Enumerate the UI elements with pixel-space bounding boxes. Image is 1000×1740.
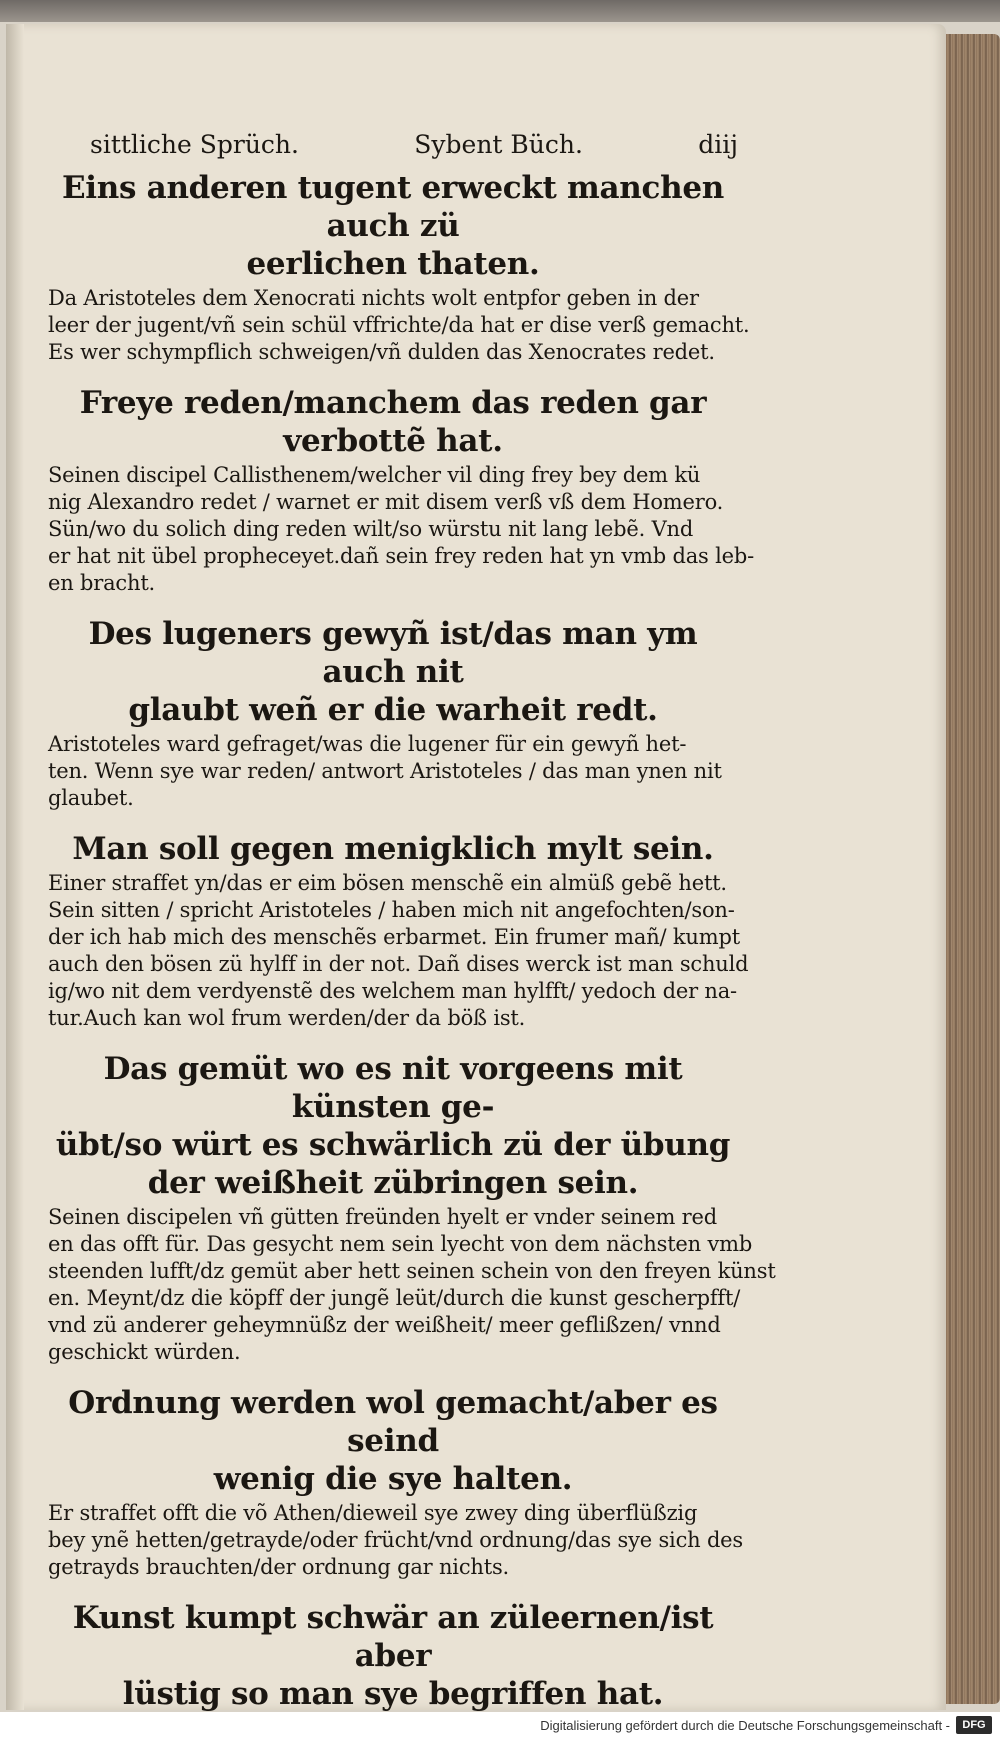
body-line: glaubet. [48,786,134,810]
body-line: Seinen discipelen vñ gütten freünden hyelt er vnder seinem red [48,1205,717,1229]
heading-line: Man soll gegen menigklich mylt sein. [72,831,714,867]
section-heading [48,615,738,729]
body-line: nig Alexandro redet / warnet er mit disem verß vß dem Homero. [48,490,724,514]
heading-line: Kunst kumpt schwär an züleernen/ist aber [72,1600,714,1674]
section-body [48,462,754,597]
running-head-center: Sybent Büch. [414,130,583,159]
section-heading [48,384,738,460]
body-line: Seinen discipel Callisthenem/welcher vil ding frey bey dem kü [48,463,701,487]
section-body [48,870,749,1032]
body-line: auch den bösen zü hylff in der not. Dañ dises werck ist man schuld [48,952,749,976]
running-head [48,130,738,159]
section-body [48,1204,776,1366]
running-head-left: sittliche Sprüch. [90,130,299,159]
body-line: Einer straffet yn/das er eim bösen menschẽ ein almüß gebẽ hett. [48,871,727,895]
section-heading [48,830,738,868]
heading-line: wenig die sye halten. [213,1461,573,1497]
body-line: en. Meynt/dz die köpff der jungẽ leüt/durch die kunst gescherpfft/ [48,1286,741,1310]
section-gap [48,366,738,380]
body-line: Sün/wo du solich ding reden wilt/so würstu nit lang lebẽ. Vnd [48,517,694,541]
dfg-logo: DFG [956,1716,992,1734]
section-gap [48,1581,738,1595]
body-line: en bracht. [48,571,156,595]
body-line: bey ynẽ hetten/getrayde/oder frücht/vnd ordnung/das sye sich des [48,1528,743,1552]
footer-credit: Digitalisierung gefördert durch die Deutsche Forschungsgemeinschaft - [540,1718,950,1733]
body-line: geschickt würden. [48,1340,241,1364]
heading-line: glaubt weñ er die warheit redt. [128,692,658,728]
body-line: leer der jugent/vñ sein schül vffrichte/da hat er dise verß gemacht. [48,313,750,337]
section-gap [48,1366,738,1380]
section-body [48,285,750,366]
body-line: Sein sitten / spricht Aristoteles / haben mich nit angefochten/son- [48,898,735,922]
scan-top-band [0,0,1000,22]
section-gap [48,597,738,611]
body-line: ten. Wenn sye war reden/ antwort Aristoteles / das man ynen nit [48,759,722,783]
section-gap [48,812,738,826]
body-line: Er straffet offt die võ Athen/dieweil sye zwey ding überflüßzig [48,1501,698,1525]
body-line: getrayds brauchten/der ordnung gar nichts. [48,1555,510,1579]
footer [0,1712,1000,1740]
section-body [48,731,738,812]
heading-line: eerlichen thaten. [246,246,540,282]
section-heading [48,1050,738,1202]
heading-line: Des lugeners gewyñ ist/das man ym auch nit [88,616,698,690]
body-line: en das offt für. Das gesycht nem sein lyecht von dem nächsten vmb [48,1232,753,1256]
body-line: Aristoteles ward gefraget/was die lugener für ein gewyñ het- [48,732,687,756]
body-line: ig/wo nit dem verdyenstẽ des welchem man hylfft/ yedoch der na- [48,979,737,1003]
page-text [48,130,776,1729]
heading-line: lüstig so man sye begriffen hat. [122,1676,664,1712]
section-body [48,1500,743,1581]
body-line: der ich hab mich des menschẽs erbarmet. Ein frumer mañ/ kumpt [48,925,740,949]
page-gutter [6,24,24,1710]
body-line: steenden lufft/dz gemüt aber hett seinen schein von den freyen künst [48,1259,776,1283]
sections-container [48,169,776,1729]
heading-line: der weißheit zübringen sein. [147,1165,639,1201]
heading-line: übt/so würt es schwärlich zü der übung [55,1127,731,1163]
heading-line: Das gemüt wo es nit vorgeens mit künsten ge- [103,1051,683,1125]
heading-line: Freye reden/manchem das reden gar verbottẽ hat. [79,385,707,459]
section-heading [48,169,738,283]
section-gap [48,1032,738,1046]
running-head-folio: diij [698,130,738,159]
body-line: Da Aristoteles dem Xenocrati nichts wolt entpfor geben in der [48,286,699,310]
section-heading [48,1599,738,1713]
heading-line: Eins anderen tugent erweckt manchen auch zü [61,170,725,244]
body-line: er hat nit übel propheceyet.dañ sein frey reden hat yn vmb das leb- [48,544,754,568]
heading-line: Ordnung werden wol gemacht/aber es seind [68,1385,718,1459]
section-heading [48,1384,738,1498]
body-line: Es wer schympflich schweigen/vñ dulden das Xenocrates redet. [48,340,715,364]
page-edges [946,34,1000,1704]
body-line: vnd zü anderer geheymnüßz der weißheit/ meer geflißzen/ vnnd [48,1313,721,1337]
body-line: tur.Auch kan wol frum werden/der da böß ist. [48,1006,526,1030]
